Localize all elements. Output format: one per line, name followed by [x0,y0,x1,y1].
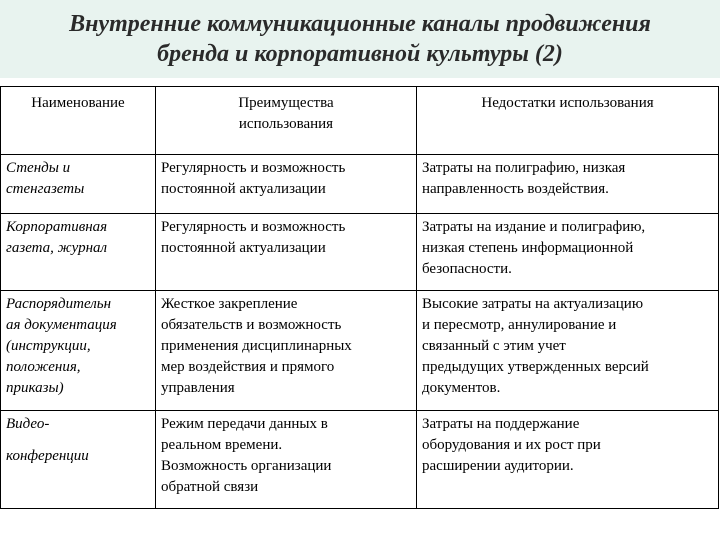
row-disadvantages-line: предыдущих утвержденных версий [422,359,649,375]
header-advantages-text: Преимущества использования [238,95,334,132]
row-disadvantages-line: Высокие затраты на актуализацию [422,296,644,312]
row-disadvantages-cell [417,155,719,214]
row-name-line: положения, [6,359,81,375]
row-name-line: газета, журнал [6,240,108,256]
header-name: Наименование [1,87,156,155]
row-disadvantages-line: документов. [422,380,501,396]
row-disadvantages-line: расширении аудитории. [422,458,574,474]
row-name-cell [1,155,156,214]
row-advantages-line: Возможность организации [161,458,332,474]
row-advantages-line: постоянной актуализации [161,240,326,256]
row-advantages-line: обязательств и возможность [161,317,342,333]
row-disadvantages-cell [417,214,719,291]
row-disadvantages-line: безопасности. [422,261,512,277]
row-name-line: конференции [6,448,89,464]
row-advantages-line: реальном времени. [161,437,283,453]
slide-title-bar [0,0,720,78]
row-disadvantages-line: направленность воздействия. [422,181,609,197]
row-name-line: Корпоративная [6,219,108,235]
slide-title-line-2: бренда и корпоративной культуры (2) [157,41,563,67]
row-name-line: стенгазеты [6,181,85,197]
table-row [1,291,719,411]
row-disadvantages-cell [417,411,719,509]
row-name-line: Стенды и [6,160,71,176]
slide-title-line-1: Внутренние коммуникационные каналы продвижения [69,11,651,37]
row-disadvantages-line: Затраты на полиграфию, низкая [422,160,626,176]
row-disadvantages-line: оборудования и их рост при [422,437,601,453]
row-advantages-line: обратной связи [161,479,259,495]
row-name-cell [1,411,156,509]
row-advantages-line: применения дисциплинарных [161,338,352,354]
row-advantages-cell [156,155,417,214]
table-row [1,411,719,509]
row-advantages-line: Регулярность и возможность [161,219,346,235]
row-advantages-cell [156,214,417,291]
channels-table [0,86,719,509]
row-disadvantages-cell [417,291,719,411]
row-name-cell [1,291,156,411]
row-name-line: ая документация [6,317,117,333]
row-advantages-line: постоянной актуализации [161,181,326,197]
header-disadvantages: Недостатки использования [417,87,719,155]
table-row [1,214,719,291]
row-advantages-line: Регулярность и возможность [161,160,346,176]
row-disadvantages-line: Затраты на поддержание [422,416,580,432]
row-disadvantages-line: Затраты на издание и полиграфию, [422,219,646,235]
row-advantages-line: Жесткое закрепление [161,296,298,312]
row-name-line: Распорядительн [6,296,112,312]
row-name-line: Видео- [6,416,50,432]
row-advantages-cell [156,411,417,509]
row-advantages-cell [156,291,417,411]
row-advantages-line: управления [161,380,235,396]
table-row [1,155,719,214]
header-advantages [156,87,417,155]
row-advantages-line: мер воздействия и прямого [161,359,335,375]
table-header-row [1,87,719,155]
row-name-cell [1,214,156,291]
row-name-line: приказы) [6,380,64,396]
row-disadvantages-line: и пересмотр, аннулирование и [422,317,617,333]
row-disadvantages-line: низкая степень информационной [422,240,634,256]
row-advantages-line: Режим передачи данных в [161,416,328,432]
row-disadvantages-line: связанный с этим учет [422,338,566,354]
row-name-line: (инструкции, [6,338,91,354]
